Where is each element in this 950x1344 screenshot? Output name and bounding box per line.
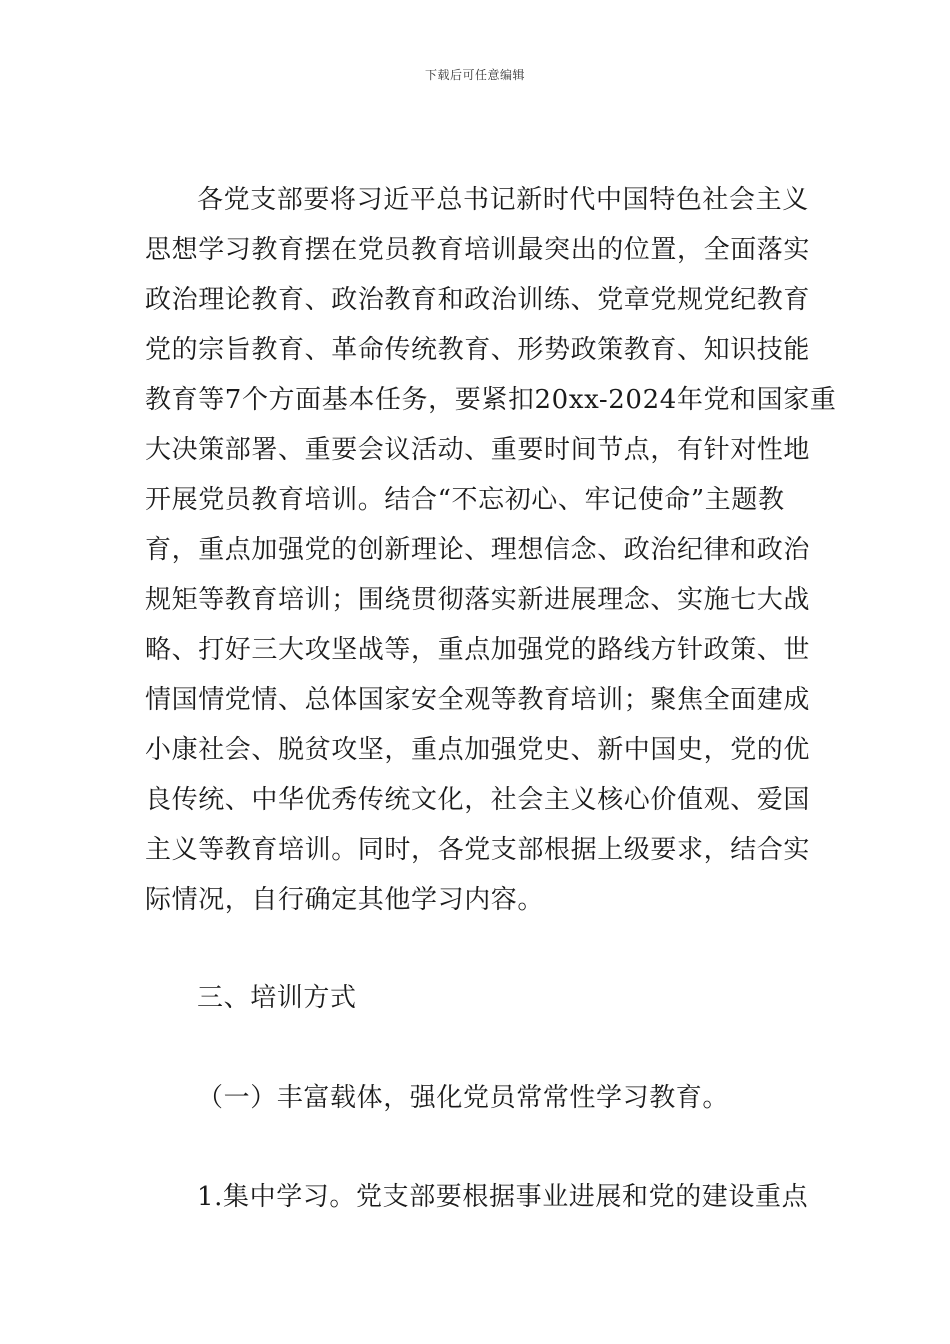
paragraph-line: 大决策部署、重要会议活动、重要时间节点，有针对性地 (145, 435, 811, 465)
paragraph-line: 良传统、中华优秀传统文化，社会主义核心价值观、爱国 (145, 785, 811, 815)
paragraph-line: 情国情党情、总体国家安全观等教育培训；聚焦全面建成 (145, 685, 811, 715)
paragraph-line: 际情况，自行确定其他学习内容。 (145, 885, 545, 915)
paragraph-line: 政治理论教育、政治教育和政治训练、党章党规党纪教育 (145, 285, 811, 315)
paragraph-line: 主义等教育培训。同时，各党支部根据上级要求，结合实 (145, 835, 811, 865)
section-heading: 三、培训方式 (197, 983, 357, 1013)
list-item-line: 1.集中学习。党支部要根据事业进展和党的建设重点 (197, 1182, 809, 1212)
subsection-heading: （一）丰富载体，强化党员常常性学习教育。 (197, 1083, 730, 1113)
paragraph-line: 略、打好三大攻坚战等，重点加强党的路线方针政策、世 (145, 635, 811, 665)
paragraph-line: 开展党员教育培训。结合“不忘初心、牢记使命”主题教 (145, 485, 785, 515)
paragraph-line: 育，重点加强党的创新理论、理想信念、政治纪律和政治 (145, 535, 811, 565)
paragraph-line: 思想学习教育摆在党员教育培训最突出的位置，全面落实 (145, 235, 811, 265)
header-note: 下载后可任意编辑 (424, 68, 525, 82)
paragraph-line: 各党支部要将习近平总书记新时代中国特色社会主义 (197, 185, 809, 215)
paragraph-line: 规矩等教育培训；围绕贯彻落实新进展理念、实施七大战 (145, 585, 811, 615)
paragraph-line: 党的宗旨教育、革命传统教育、形势政策教育、知识技能 (145, 335, 811, 365)
paragraph-line: 小康社会、脱贫攻坚，重点加强党史、新中国史，党的优 (145, 735, 811, 765)
paragraph-line: 教育等7个方面基本任务，要紧扣20xx-2024年党和国家重 (145, 385, 837, 415)
